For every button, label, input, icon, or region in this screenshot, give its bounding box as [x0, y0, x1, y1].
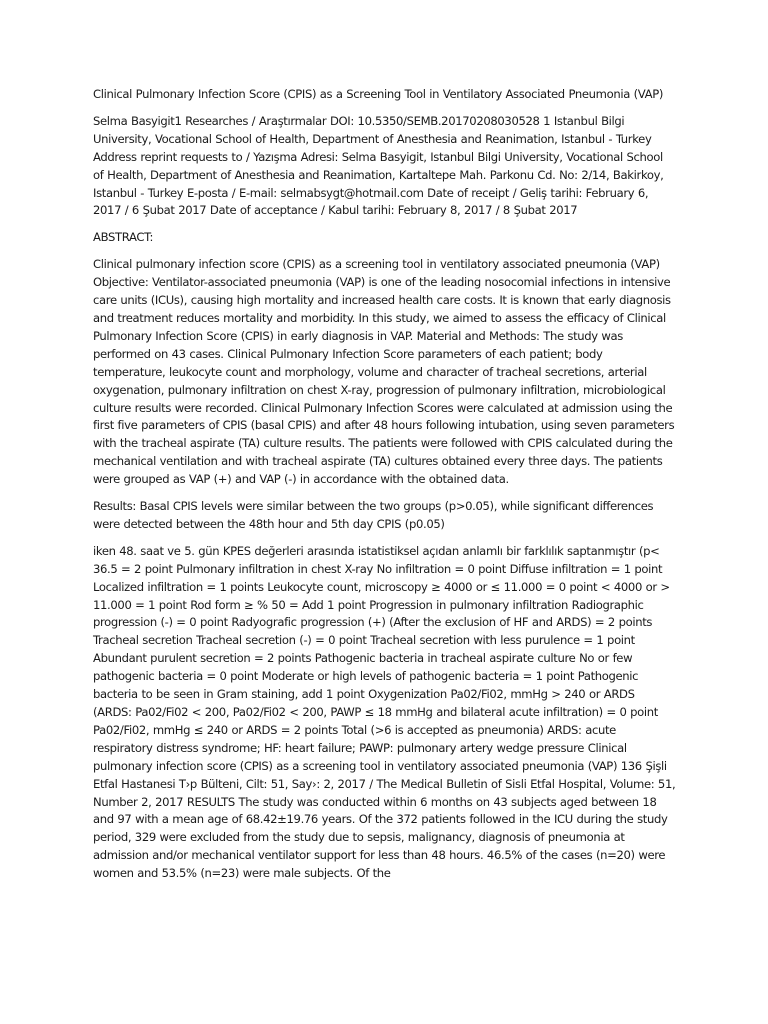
body-paragraph: iken 48. saat ve 5. gün KPES değerleri arasında istatistiksel açıdan anlamlı bir farklılık saptanmıştır (p< 36.5 = 2 point Pulmonary infiltration in chest X-ray No infiltration = 0 point Diffuse infiltration = 1 point Localized infiltration = 1 points Leukocyte count, microscopy ≥ 4000 or ≤ 11.000 = 0 point < 4000 or > 11.000 = 1 point Rod form ≥ % 50 = Add 1 point Progression in pulmonary infiltration Radiographic progression (-) = 0 point Radyografic progression (+) (After the exclusion of HF and ARDS) = 2 points Tracheal secretion Tracheal secretion (-) = 0 point Tracheal secretion with less purulence = 1 point Abundant purulent secretion = 2 points Pathogenic bacteria in tracheal aspirate culture No or few pathogenic bacteria = 0 point Moderate or high levels of pathogenic bacteria = 1 point Pathogenic bacteria to be seen in Gram staining, add 1 point Oxygenization Pa02/Fi02, mmHg > 240 or ARDS (ARDS: Pa02/Fi02 < 200, Pa02/Fi02 < 200, PAWP ≤ 18 mmHg and bilateral acute infiltration) = 0 point Pa02/Fi02, mmHg ≤ 240 or ARDS = 2 points Total (>6 is accepted as pneumonia) ARDS: acute respiratory distress syndrome; HF: heart failure; PAWP: pulmonary artery wedge pressure Clinical pulmonary infection score (CPIS) as a screening tool in ventilatory associated pneumonia (VAP) 136 Şişli Etfal Hastanesi T›p Bülteni, Cilt: 51, Say›: 2, 2017 / The Medical Bulletin of Sisli Etfal Hospital, Volume: 51, Number 2, 2017 RESULTS The study was conducted within 6 months on 43 subjects aged between 18 and 97 with a mean age of 68.42±19.76 years. Of the 372 patients followed in the ICU during the study period, 329 were excluded from the study due to sepsis, malignancy, diagnosis of pneumonia at admission and/or mechanical ventilator support for less than 48 hours. 46.5% of the cases (n=20) were women and 53.5% (n=23) were male subjects. Of the — [93, 543, 676, 881]
document-title: Clinical Pulmonary Infection Score (CPIS) as a Screening Tool in Ventilatory Associated Pneumonia (VAP) — [93, 87, 664, 101]
results-paragraph: Results: Basal CPIS levels were similar between the two groups (p>0.05), while significant differences were detected between the 48th hour and 5th day CPIS (p0.05) — [93, 499, 654, 531]
author-affiliation-block: Selma Basyigit1 Researches / Araştırmalar DOI: 10.5350/SEMB.20170208030528 1 Istanbul Bilgi University, Vocational School of Health, Department of Anesthesia and Reanimation, Istanbul - Turkey Address reprint requests to / Yazışma Adresi: Selma Basyigit, Istanbul Bilgi University, Vocational School of Health, Department of Anesthesia and Reanimation, Kartaltepe Mah. Parkonu Cd. No: 2/14, Bakirkoy, Istanbul - Turkey E-posta / E-mail: selmabsygt@hotmail.com Date of receipt / Geliş tarihi: February 6, 2017 / 6 Şubat 2017 Date of acceptance / Kabul tarihi: February 8, 2017 / 8 Şubat 2017 — [93, 113, 664, 218]
abstract-heading: ABSTRACT: — [93, 230, 154, 245]
abstract-paragraph: Clinical pulmonary infection score (CPIS) as a screening tool in ventilatory associated pneumonia (VAP) Objective: Ventilator-associated pneumonia (VAP) is one of the leading nosocomial infections in intensive care units (ICUs), causing high mortality and increased health care costs. It is known that early diagnosis and treatment reduces mortality and morbidity. In this study, we aimed to assess the efficacy of Clinical Pulmonary Infection Score (CPIS) in early diagnosis in VAP. Material and Methods: The study was performed on 43 cases. Clinical Pulmonary Infection Score parameters of each patient; body temperature, leukocyte count and morphology, volume and character of tracheal secretions, arterial oxygenation, pulmonary infiltration on chest X-ray, progression of pulmonary infiltration, microbiological culture results were recorded. Clinical Pulmonary Infection Scores were calculated at admission using the first five parameters of CPIS (basal CPIS) and after 48 hours following intubation, using seven parameters with the tracheal aspirate (TA) culture results. The patients were followed with CPIS calculated during the mechanical ventilation and with tracheal aspirate (TA) cultures obtained every three days. The patients were grouped as VAP (+) and VAP (-) in accordance with the obtained data. — [93, 257, 675, 487]
